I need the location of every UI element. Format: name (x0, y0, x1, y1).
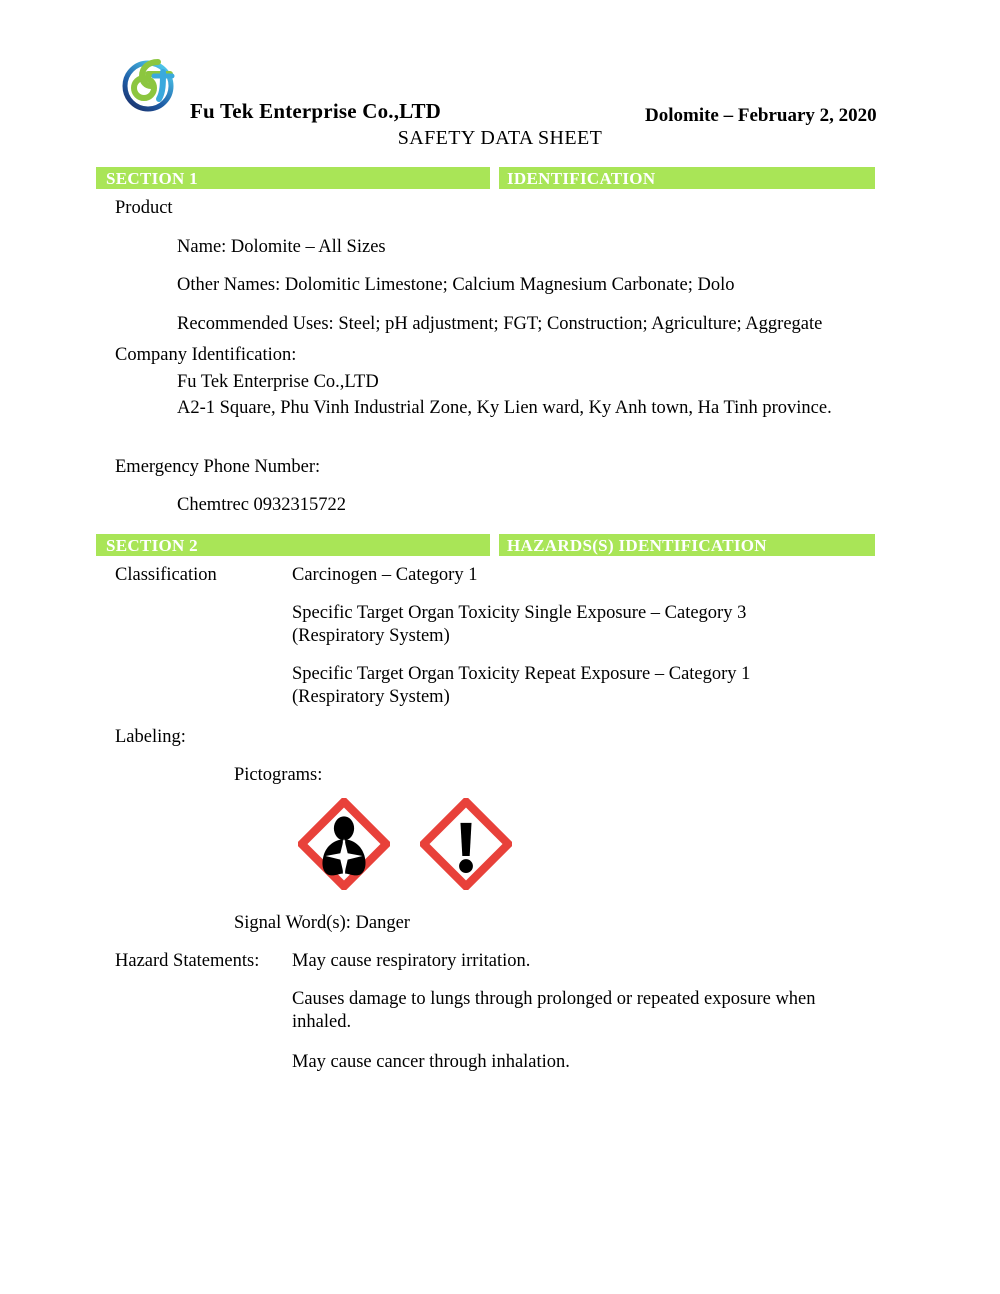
section-2-title: HAZARDS(S) IDENTIFICATION (507, 535, 767, 555)
company-identification-label: Company Identification: (115, 345, 297, 365)
signal-word: Signal Word(s): Danger (234, 913, 410, 933)
product-name-field: Name: Dolomite – All Sizes (177, 237, 386, 257)
section-1-number: SECTION 1 (106, 168, 198, 188)
section-1-title-cell (499, 167, 875, 189)
section-1-title: IDENTIFICATION (507, 168, 656, 188)
company-identification-address: A2-1 Square, Phu Vinh Industrial Zone, Ky Lien ward, Ky Anh town, Ha Tinh province. (177, 398, 832, 418)
hazard-statements-label: Hazard Statements: (115, 951, 260, 971)
emergency-phone-label: Emergency Phone Number: (115, 457, 321, 477)
company-identification-name: Fu Tek Enterprise Co.,LTD (177, 372, 379, 392)
product-other-names-field: Other Names: Dolomitic Limestone; Calcium Magnesium Carbonate; Dolo (177, 275, 735, 295)
document-reference: Dolomite – February 2, 2020 (645, 105, 877, 126)
section-bar-divider (490, 534, 499, 556)
classification-item: Carcinogen – Category 1 (292, 565, 478, 585)
emergency-phone-value: Chemtrec 0932315722 (177, 495, 347, 515)
hazard-statement: Causes damage to lungs through prolonged or repeated exposure when inhaled. (292, 989, 816, 1032)
ghs-exclamation-mark-icon (420, 798, 512, 890)
company-name: Fu Tek Enterprise Co.,LTD (190, 99, 442, 123)
futek-logo-icon (118, 52, 182, 116)
section-2-number-cell (96, 534, 490, 556)
product-heading: Product (115, 198, 173, 218)
classification-label: Classification (115, 565, 217, 585)
section-2-header-bar (96, 534, 875, 556)
product-recommended-uses-field: Recommended Uses: Steel; pH adjustment; FGT; Construction; Agriculture; Aggregate (177, 314, 823, 334)
section-1-header-bar (96, 167, 875, 189)
section-bar-divider (490, 167, 499, 189)
ghs-health-hazard-icon (298, 798, 390, 890)
document-header (0, 0, 1000, 165)
section-2-title-cell (499, 534, 875, 556)
section-2-number: SECTION 2 (106, 535, 198, 555)
classification-item: Specific Target Organ Toxicity Repeat Exposure – Category 1 (Respiratory System) (292, 664, 751, 707)
hazard-statement: May cause cancer through inhalation. (292, 1052, 570, 1072)
page-title: SAFETY DATA SHEET (397, 127, 603, 149)
pictograms-label: Pictograms: (234, 765, 323, 785)
classification-item: Specific Target Organ Toxicity Single Exposure – Category 3 (Respiratory System) (292, 603, 747, 646)
labeling-label: Labeling: (115, 727, 186, 747)
section-1-number-cell (96, 167, 490, 189)
hazard-statement: May cause respiratory irritation. (292, 951, 531, 971)
pictograms-group (298, 798, 518, 894)
